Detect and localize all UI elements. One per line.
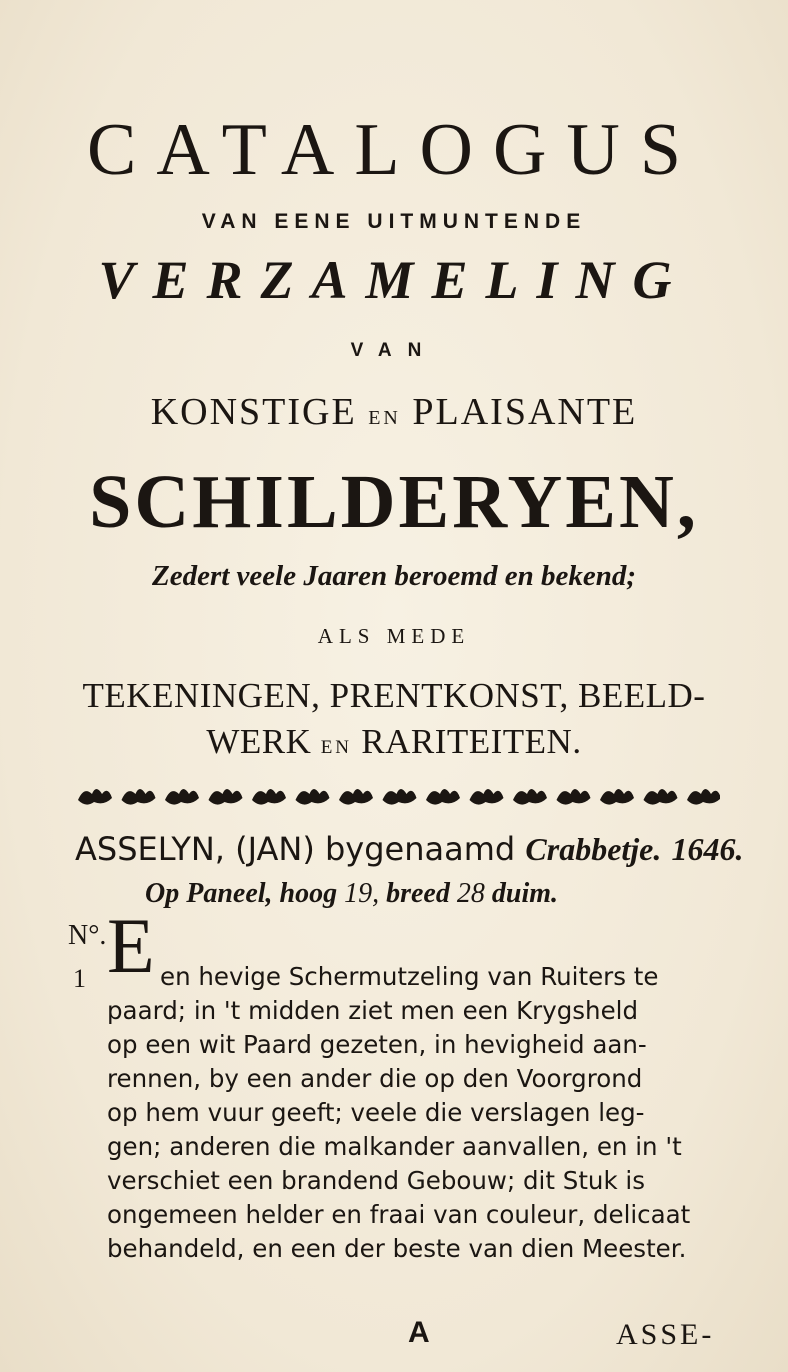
entry-line-2: paard; in 't midden ziet men een Krygsheld — [107, 996, 638, 1025]
entry-no-label: N°. — [68, 920, 107, 951]
entry-hoog-label: hoog — [279, 878, 338, 909]
entry-number: 1 — [73, 964, 86, 993]
ornament-divider — [70, 782, 720, 810]
entry-artist-line — [75, 830, 744, 868]
entry-hoog-value: 19, — [344, 878, 380, 909]
entry-support: Op Paneel, — [145, 878, 273, 909]
title-line-7: Zedert veele Jaaren beroemd en bekend; — [152, 560, 636, 592]
entry-line-6: gen; anderen die malkander aanvallen, en in 't — [107, 1132, 682, 1161]
entry-line-8: ongemeen helder en fraai van couleur, delicaat — [107, 1200, 691, 1229]
signature-mark: A — [408, 1316, 430, 1349]
title-line-10 — [0, 722, 788, 762]
entry-line-1: en hevige Schermutzeling van Ruiters te — [160, 962, 659, 991]
entry-dimensions — [145, 878, 558, 910]
title-line-9: TEKENINGEN, PRENTKONST, BEELD- — [82, 676, 706, 715]
page-title: CATALOGUS — [87, 109, 701, 191]
title-line-10-b: RARITEITEN. — [361, 722, 582, 761]
entry-line-9: behandeld, en een der beste van dien Meester. — [107, 1234, 687, 1263]
title-line-5-b: PLAISANTE — [412, 391, 638, 433]
title-line-2: VAN EENE UITMUNTENDE — [201, 210, 587, 233]
title-line-10-a: WERK — [206, 722, 312, 761]
entry-unit: duim. — [491, 878, 559, 909]
entry-year: 1646. — [671, 831, 744, 867]
entry-breed-label: breed — [386, 878, 450, 909]
entry-artist: ASSELYN, (JAN) bygenaamd — [75, 830, 516, 868]
title-line-5-en: EN — [368, 407, 401, 429]
title-line-10-en: EN — [320, 737, 353, 758]
entry-line-5: op hem vuur geeft; veele die verslagen leg- — [107, 1098, 645, 1127]
entry-breed-value: 28 — [456, 878, 485, 909]
drop-cap: E — [107, 902, 155, 989]
title-line-8: ALS MEDE — [317, 624, 471, 648]
entry-line-3: op een wit Paard gezeten, in hevigheid aan- — [107, 1030, 647, 1059]
title-line-3: VERZAMELING — [98, 250, 690, 310]
title-line-6: SCHILDERYEN, — [89, 460, 699, 544]
title-line-5-a: KONSTIGE — [150, 391, 357, 433]
title-line-4: VAN — [350, 340, 438, 361]
entry-line-4: rennen, by een ander die op den Voorgrond — [107, 1064, 643, 1093]
entry-nickname: Crabbetje. — [525, 831, 662, 867]
catchword: ASSE- — [616, 1318, 715, 1351]
entry-line-7: verschiet een brandend Gebouw; dit Stuk is — [107, 1166, 645, 1195]
title-line-5 — [0, 390, 788, 434]
